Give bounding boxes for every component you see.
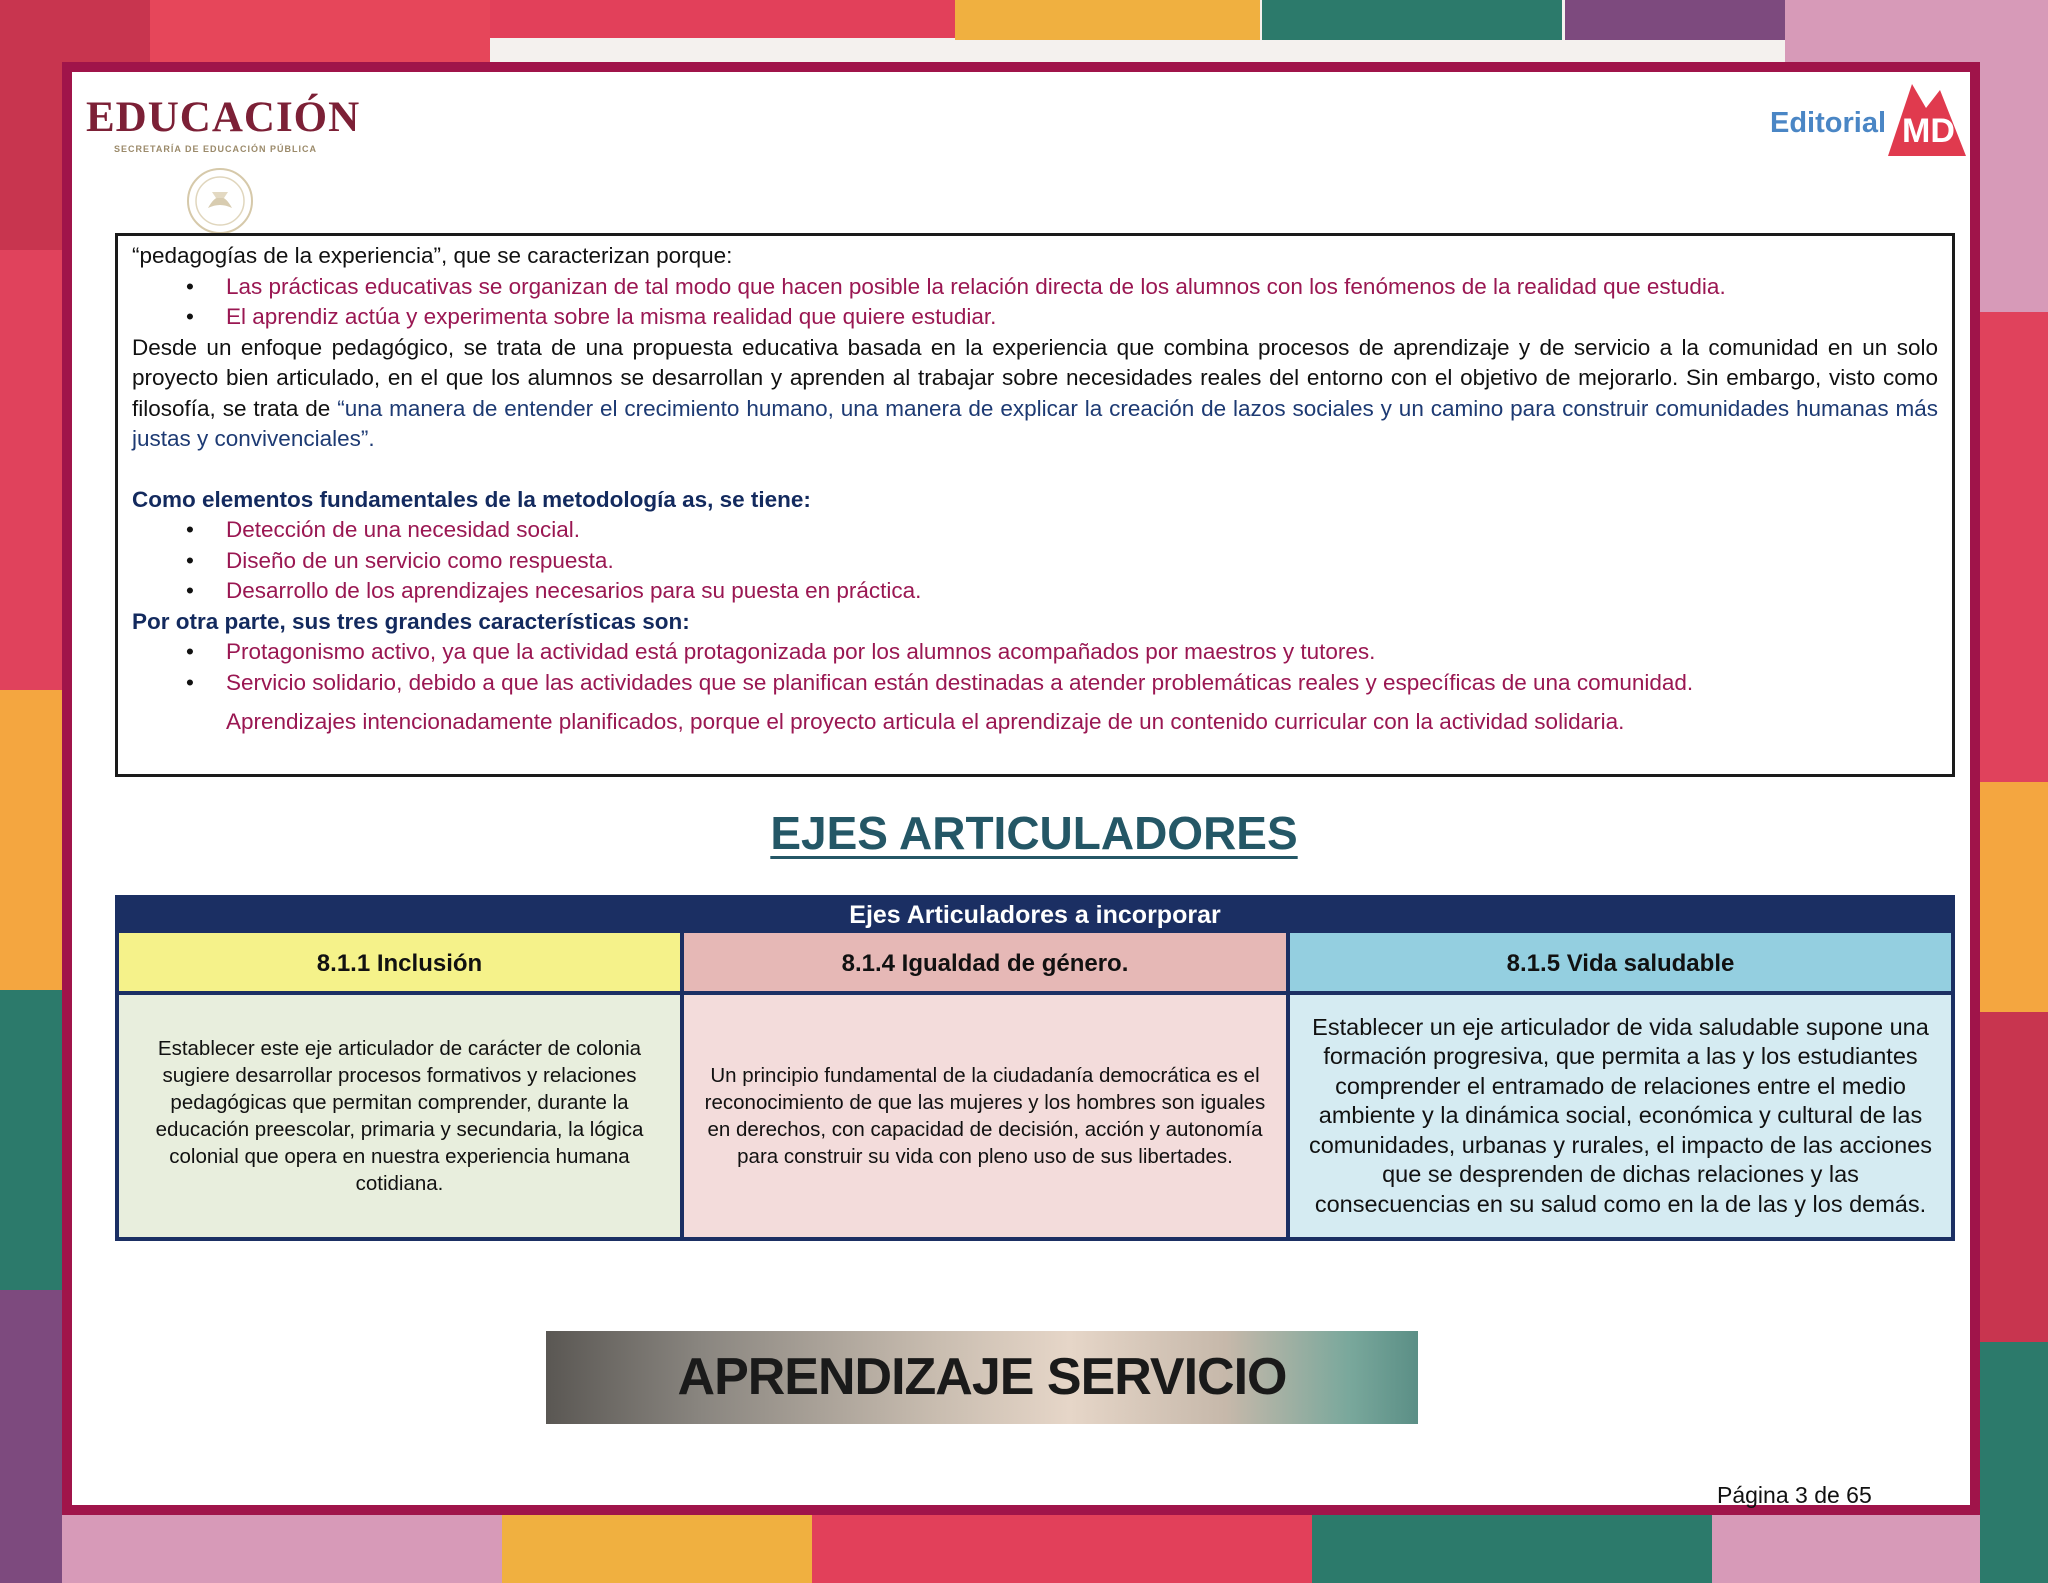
column-title: 8.1.1 Inclusión	[119, 933, 680, 991]
list-item: • Desarrollo de los aprendizajes necesarios para su puesta en práctica.	[132, 576, 1938, 607]
paragraph	[132, 333, 1938, 455]
section-heading: Por otra parte, sus tres grandes características son:	[132, 608, 690, 634]
section-title: EJES ARTICULADORES	[770, 807, 1298, 859]
list-item: • Diseño de un servicio como respuesta.	[132, 546, 1938, 577]
logo-subtitle: SECRETARÍA DE EDUCACIÓN PÚBLICA	[114, 144, 318, 154]
table-header: Ejes Articuladores a incorporar	[849, 901, 1221, 929]
publisher-name: Editorial	[1770, 107, 1887, 139]
spacer	[132, 455, 1938, 485]
list-item: • Detección de una necesidad social.	[132, 515, 1938, 546]
list-item: • Servicio solidario, debido a que las actividades que se planifican están destinadas a atender problemáticas reales y específicas de una comunidad.	[132, 668, 1938, 699]
list-item: • El aprendiz actúa y experimenta sobre la misma realidad que quiere estudiar.	[132, 302, 1938, 333]
md-logo-text: MD	[1902, 112, 1955, 150]
md-logo-icon	[1882, 80, 1968, 160]
table-column-vida-saludable	[1290, 933, 1951, 1237]
intro-text-box	[115, 233, 1955, 777]
aprendizaje-servicio-banner	[546, 1331, 1418, 1424]
logo-title: EDUCACIÓN	[86, 94, 361, 141]
column-title: 8.1.4 Igualdad de género.	[684, 933, 1286, 991]
column-body: Establecer este eje articulador de carácter de colonia sugiere desarrollar procesos formativos y relaciones pedagógicas que permitan comprender, durante la educación preescolar, primaria y secundaria, la lógica colonial que opera en nuestra experiencia humana cotidiana.	[119, 995, 680, 1237]
column-body: Un principio fundamental de la ciudadanía democrática es el reconocimiento de que las mujeres y los hombres son iguales en derechos, con capacidad de decisión, acción y autonomía para construir su vida con pleno uso de sus libertades.	[684, 995, 1286, 1237]
paragraph-text: Desde un enfoque pedagógico, se trata de una propuesta educativa basada en la experiencia que combina procesos de aprendizaje y de servicio a la comunidad en un solo proyecto bien articulado, en el que los alumnos se desarrollan y aprenden al trabajar sobre necesidades reales del entorno con el objetivo de mejorarlo. Sin embargo, visto como filosofía, se trata de	[132, 334, 1938, 421]
table-column-igualdad	[684, 933, 1286, 1237]
ejes-table	[115, 895, 1955, 1241]
table-column-inclusion	[119, 933, 680, 1237]
list-item: • Las prácticas educativas se organizan de tal modo que hacen posible la relación directa de los alumnos con los fenómenos de la realidad que estudia.	[132, 272, 1938, 303]
section-heading: Como elementos fundamentales de la metodología as, se tiene:	[132, 486, 811, 512]
national-seal-icon	[182, 166, 258, 236]
intro-line: “pedagogías de la experiencia”, que se caracterizan porque:	[132, 243, 733, 268]
banner-text: APRENDIZAJE SERVICIO	[677, 1348, 1287, 1406]
paragraph-quote: “una manera de entender el crecimiento humano, una manera de explicar la creación de lazos sociales y un camino para construir comunidades humanas más justas y convivenciales”.	[132, 395, 1938, 451]
list-item: • Protagonismo activo, ya que la actividad está protagonizada por los alumnos acompañados por maestros y tutores.	[132, 637, 1938, 668]
list-item: Aprendizajes intencionadamente planificados, porque el proyecto articula el aprendizaje de un contenido curricular con la actividad solidaria.	[226, 709, 1625, 734]
editorial-md-logo	[1770, 80, 1966, 160]
column-title: 8.1.5 Vida saludable	[1290, 933, 1951, 991]
page-number: Página 3 de 65	[1717, 1482, 1872, 1508]
column-body: Establecer un eje articulador de vida saludable supone una formación progresiva, que permita a las y los estudiantes comprender el entramado de relaciones entre el medio ambiente y la dinámica social, económica y cultural de las comunidades, urbanas y rurales, el impacto de las acciones que se desprenden de dichas relaciones y las consecuencias en su salud como en la de las y los demás.	[1290, 995, 1951, 1237]
sep-logo	[86, 94, 361, 154]
